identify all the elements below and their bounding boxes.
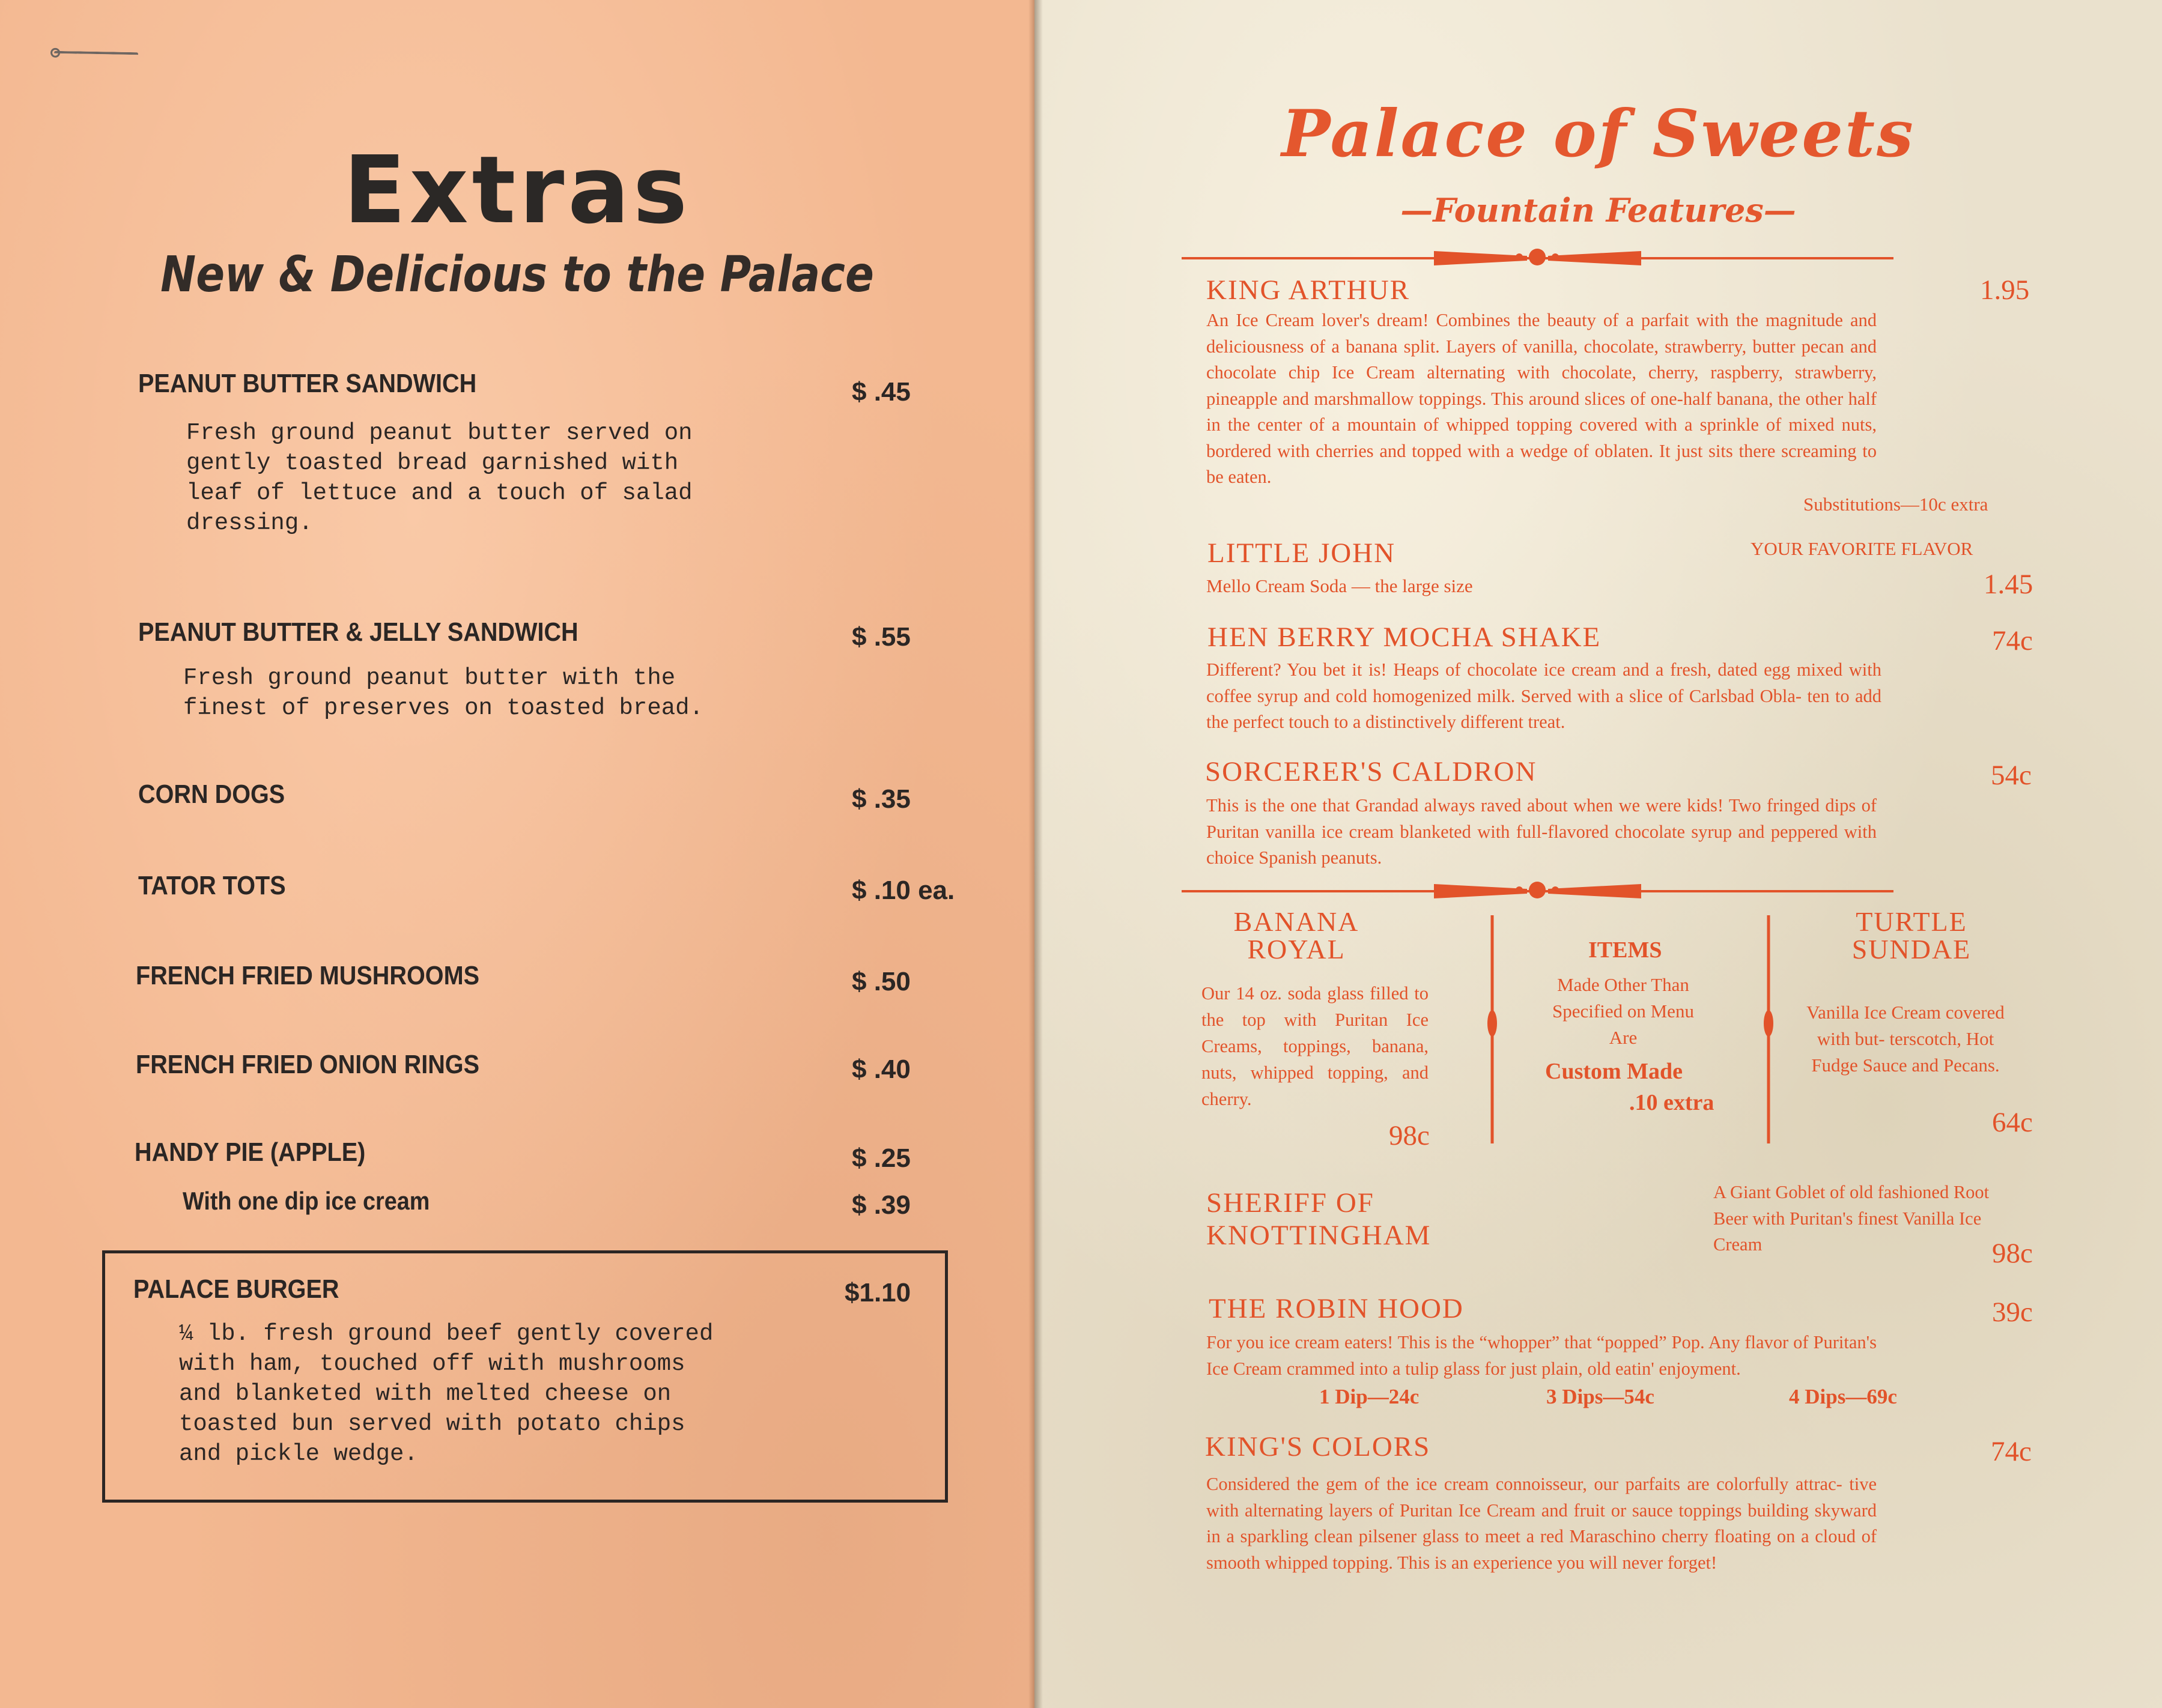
- items-note-text: [1515, 972, 1731, 1051]
- robin-hood-option: 3 Dips—54c: [1546, 1385, 1654, 1408]
- menu-item-name: TATOR TOTS: [138, 871, 286, 900]
- king-arthur-description: An Ice Cream lover's dream! Combines the beauty of a parfait with the magnitude and deliciousness of a banana split. Layers of vanilla, chocolate, strawberry, butter pecan and chocolate chip Ice Cream alternating with chocolate, cherry, raspberry, strawberry, pineapple and marshmallow toppings. This around slices of one-half banana, the other half in the center of a mountain of whipped topping covered with a sprinkle of mixed nuts, bordered with cherries and topped with a wedge of oblaten. It just sits there screaming to be eaten.: [1206, 310, 1877, 487]
- banana-royal-name-line2: ROYAL: [1247, 934, 1346, 965]
- menu-item-price: $ .50: [852, 967, 911, 996]
- banana-royal-name-line1: BANANA: [1233, 906, 1359, 937]
- menu-item-name: CORN DOGS: [138, 780, 285, 809]
- sheriff-name: [1206, 1187, 1431, 1252]
- kings-colors-description: Considered the gem of the ice cream connoisseur, our parfaits are colorfully attrac- tive with alternating layers of Puritan Ice Cream and fruit or sauce toppings building skyward in a sparkling clean pilsener glass to meet a red Maraschino cherry floating on a cloud of smooth whipped topping. This is an experience you will never forget!: [1206, 1474, 1877, 1573]
- robin-hood-description: For you ice cream eaters! This is the “whopper” that “popped” Pop. Any flavor of Puritan's Ice Cream crammed into a tulip glass for just plain, old eatin' enjoyment.: [1206, 1332, 1877, 1379]
- custom-made-label: Custom Made: [1545, 1059, 1683, 1084]
- turtle-sundae-description: Vanilla Ice Cream covered with but- terscotch, Hot Fudge Sauce and Pecans.: [1806, 1002, 2005, 1076]
- robin-hood-option: 4 Dips—69c: [1789, 1385, 1897, 1408]
- menu-item-option: With one dip ice cream: [183, 1187, 430, 1215]
- turtle-sundae-name-line1: TURTLE: [1856, 906, 1967, 937]
- banana-royal-name: [1206, 908, 1386, 963]
- menu-item-name: PEANUT BUTTER SANDWICH: [138, 369, 477, 398]
- menu-item-description: ¼ lb. fresh ground beef gently covered with ham, touched off with mushrooms and blanketed with melted cheese on toasted bun served with potato chips and pickle wedge.: [179, 1321, 714, 1467]
- robin-hood-option: 1 Dip—24c: [1319, 1385, 1420, 1408]
- menu-item-option-price: $ .39: [852, 1190, 911, 1220]
- items-note-line3: Are: [1609, 1027, 1638, 1048]
- menu-item-description: Fresh ground peanut butter with the finest of preserves on toasted bread.: [183, 665, 703, 721]
- sheriff-price: 98c: [1992, 1238, 2033, 1269]
- sorcerer-description: This is the one that Grandad always raved about when we were kids! Two fringed dips of Puritan vanilla ice cream blanketed with full-flavored chocolate syrup and peppered with choice Spanish peanuts.: [1206, 795, 1877, 868]
- king-arthur-note: Substitutions—10c extra: [1803, 494, 1988, 515]
- king-arthur-price: 1.95: [1980, 274, 2030, 306]
- kings-colors-name: KING'S COLORS: [1205, 1431, 1431, 1462]
- custom-made-price: .10 extra: [1629, 1090, 1714, 1115]
- menu-item-name: FRENCH FRIED MUSHROOMS: [136, 961, 480, 990]
- right-menu-page: [1034, 0, 2162, 1708]
- turtle-sundae-name-line2: SUNDAE: [1851, 934, 1972, 965]
- menu-item-description: Fresh ground peanut butter served on gently toasted bread garnished with leaf of lettuce and a touch of salad dressing.: [186, 420, 693, 536]
- hen-berry-price: 74c: [1992, 625, 2033, 656]
- menu-item-price: $ .40: [852, 1055, 911, 1084]
- robin-hood-name: THE ROBIN HOOD: [1209, 1293, 1464, 1324]
- ornament-divider: [1182, 878, 1893, 902]
- menu-item-name: HANDY PIE (APPLE): [135, 1137, 366, 1167]
- menu-item-name: PALACE BURGER: [133, 1274, 339, 1304]
- column-divider: [1763, 915, 1775, 1143]
- hen-berry-name: HEN BERRY MOCHA SHAKE: [1207, 622, 1602, 653]
- sheriff-name-line1: SHERIFF OF: [1206, 1187, 1374, 1219]
- menu-item-price: $ .25: [852, 1143, 911, 1173]
- little-john-name: LITTLE JOHN: [1207, 538, 1396, 569]
- turtle-sundae-price: 64c: [1992, 1107, 2033, 1138]
- sheriff-description: A Giant Goblet of old fashioned Root Beer with Puritan's finest Vanilla Ice Cream: [1713, 1182, 1990, 1255]
- banana-royal-price: 98c: [1389, 1120, 1430, 1151]
- menu-item-name: FRENCH FRIED ONION RINGS: [136, 1050, 480, 1079]
- kings-colors-price: 74c: [1991, 1436, 2032, 1467]
- king-arthur-name: KING ARTHUR: [1206, 274, 1410, 306]
- little-john-description: Mello Cream Soda — the large size: [1206, 575, 1473, 596]
- little-john-price: 1.45: [1984, 569, 2033, 600]
- banana-royal-description: Our 14 oz. soda glass filled to the top with Puritan Ice Creams, toppings, banana, nuts, whipped topping, and cherry.: [1201, 983, 1429, 1109]
- menu-item-price: $ .45: [852, 377, 911, 407]
- items-note-line1: Made Other Than: [1557, 974, 1689, 995]
- little-john-flavor: YOUR FAVORITE FLAVOR: [1751, 538, 1973, 559]
- menu-item-name: PEANUT BUTTER & JELLY SANDWICH: [138, 617, 578, 647]
- menu-item-price: $ .55: [852, 622, 911, 652]
- items-note-line2: Specified on Menu: [1552, 1001, 1694, 1022]
- menu-item-price: $ .35: [852, 784, 911, 814]
- palace-title: Palace of Sweets: [1281, 96, 1915, 172]
- extras-subtitle: New & Delicious to the Palace: [160, 246, 874, 303]
- staple-mark: [54, 51, 138, 59]
- menu-item-price: $ .10 ea.: [852, 876, 955, 905]
- extras-title: Extras: [343, 136, 691, 244]
- sheriff-name-line2: KNOTTINGHAM: [1206, 1220, 1432, 1251]
- robin-hood-price: 39c: [1992, 1297, 2033, 1328]
- column-divider: [1486, 915, 1498, 1143]
- turtle-sundae-name: [1821, 908, 2002, 963]
- items-heading: ITEMS: [1588, 937, 1662, 963]
- ornament-divider: [1182, 245, 1893, 269]
- hen-berry-description: Different? You bet it is! Heaps of chocolate ice cream and a fresh, dated egg mixed with coffee syrup and cold homogenized milk. Served with a slice of Carlsbad Obla- ten to add the perfect touch to a distinctively different treat.: [1206, 659, 1881, 732]
- menu-item-price: $1.10: [845, 1278, 911, 1307]
- sorcerer-price: 54c: [1991, 760, 2032, 791]
- left-menu-page: [0, 0, 1034, 1708]
- fountain-subtitle: —Fountain Features—: [1400, 191, 1796, 229]
- sorcerer-name: SORCERER'S CALDRON: [1205, 756, 1537, 787]
